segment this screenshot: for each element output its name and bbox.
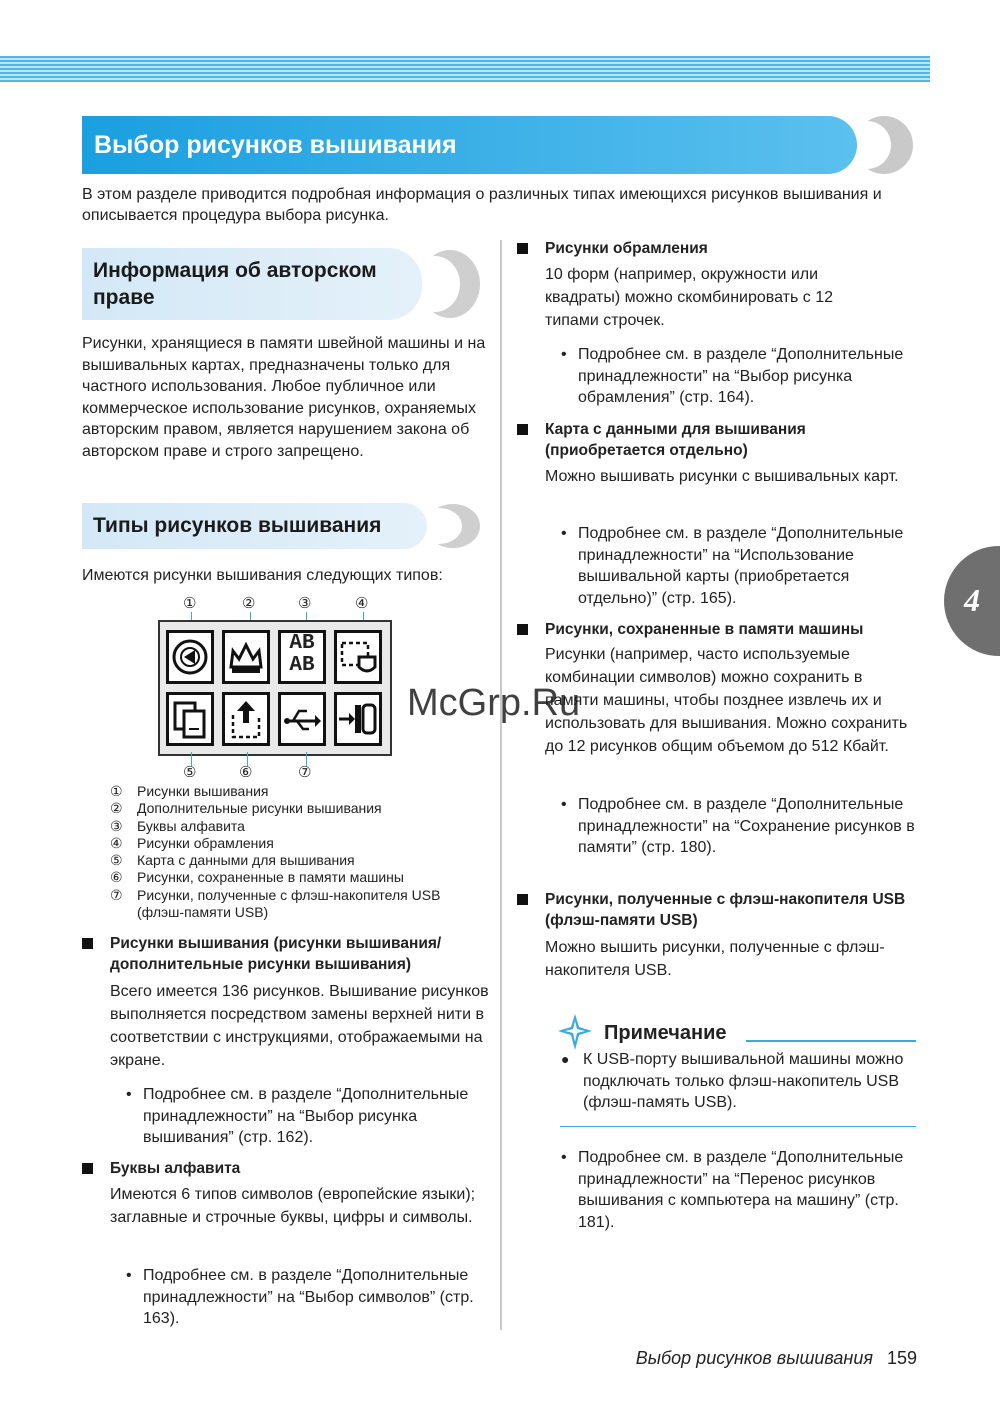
note-item xyxy=(561,1049,911,1114)
bullet-dot: • xyxy=(561,1149,567,1166)
top-stripe-bar xyxy=(0,56,930,82)
left-heading-1 xyxy=(82,933,492,975)
legend-item xyxy=(110,887,487,922)
frame-pattern-icon xyxy=(334,630,382,684)
right-bullet-3-text: Подробнее см. в разделе “Дополнительные принадлежности” на “Сохранение рисунков в памяти” (стр. 180). xyxy=(578,796,915,856)
page-number: 159 xyxy=(886,1348,917,1368)
copyright-heading-line2: праве xyxy=(93,286,155,309)
left-heading-2 xyxy=(82,1158,492,1179)
bullet-dot: • xyxy=(126,1086,132,1103)
legend-text: Рисунки вышивания xyxy=(137,783,269,799)
legend-text: Карта с данными для вышивания xyxy=(137,852,355,869)
callout-3: ③ xyxy=(298,595,312,612)
legend-text: Дополнительные рисунки вышивания xyxy=(137,800,382,817)
left-heading-2-text: Буквы алфавита xyxy=(110,1160,241,1177)
chapter-tab xyxy=(944,546,1000,656)
bullet-dot: • xyxy=(126,1267,132,1284)
note-title-rule xyxy=(746,1040,916,1042)
computer-transfer-icon xyxy=(334,692,382,746)
watermark-text: McGrp.Ru xyxy=(407,682,581,724)
callout-7: ⑦ xyxy=(298,764,312,781)
right-heading-3-text: Рисунки, сохраненные в памяти машины xyxy=(545,621,864,638)
intro-text: В этом разделе приводится подробная информация о различных типах имеющихся рисунков вышивания и описывается процедура выбора рисунка. xyxy=(82,186,882,224)
alphabet-icon-line2: AB xyxy=(289,654,315,677)
note-bullet-dot: ● xyxy=(561,1051,570,1067)
left-bullet-2-text: Подробнее см. в разделе “Дополнительные принадлежности” на “Выбор символов” (стр. 163). xyxy=(143,1267,474,1327)
right-bullet-4-text: Подробнее см. в разделе “Дополнительные принадлежности” на “Перенос рисунков вышивания с компьютера на машину” (стр. 181). xyxy=(578,1149,904,1231)
types-intro: Имеются рисунки вышивания следующих типов: xyxy=(82,567,443,584)
legend-item xyxy=(110,835,487,852)
note-sparkle-icon xyxy=(556,1012,594,1052)
callout-1: ① xyxy=(183,595,197,612)
page-footer xyxy=(636,1348,917,1369)
column-divider xyxy=(500,240,502,1330)
right-para-4: Можно вышить рисунки, полученные с флэш-накопителя USB. xyxy=(545,939,885,979)
footer-title: Выбор рисунков вышивания xyxy=(635,1348,873,1368)
right-para-3: Рисунки (например, часто используемые комбинации символов) можно сохранить в памяти машины, чтобы позднее извлечь их и использовать для вышивания. Можно сохранить до 12 рисунков общим объемом до 512 Кбайт. xyxy=(545,646,908,755)
right-bullet-1 xyxy=(561,344,916,409)
right-heading-4-text: Рисунки, полученные с флэш-накопителя USB (флэш-памяти USB) xyxy=(545,891,906,929)
legend-number: ⑤ xyxy=(110,852,123,869)
right-bullet-3 xyxy=(561,794,916,859)
callout-6: ⑥ xyxy=(239,764,253,781)
bullet-dot: • xyxy=(561,796,567,813)
alphabet-icon xyxy=(278,630,326,684)
embroidery-type-panel xyxy=(158,620,392,756)
square-bullet-icon xyxy=(82,1163,93,1174)
embroidery-pattern-icon xyxy=(166,630,214,684)
bullet-dot: • xyxy=(561,525,567,542)
legend-number: ④ xyxy=(110,834,123,851)
legend-text: Рисунки, сохраненные в памяти машины xyxy=(137,869,404,886)
right-heading-4 xyxy=(517,889,917,931)
callout-4: ④ xyxy=(355,595,369,612)
note-title: Примечание xyxy=(604,1022,727,1044)
legend-number: ③ xyxy=(110,817,123,834)
callout-5: ⑤ xyxy=(183,764,197,781)
square-bullet-icon xyxy=(517,894,528,905)
left-heading-1-text: Рисунки вышивания (рисунки вышивания/ дополнительные рисунки вышивания) xyxy=(110,935,442,973)
legend-number: ① xyxy=(110,783,123,799)
right-para-2: Можно вышивать рисунки с вышивальных карт. xyxy=(545,468,899,485)
types-legend xyxy=(110,783,487,921)
embroidery-card-icon xyxy=(166,692,214,746)
alphabet-icon-line1: AB xyxy=(289,632,315,655)
copyright-heading-banner xyxy=(82,248,422,320)
legend-number: ② xyxy=(110,800,123,817)
note-text: К USB-порту вышивальной машины можно подключать только флэш-накопитель USB (флэш-память USB). xyxy=(583,1051,904,1111)
note-bottom-rule xyxy=(560,1126,916,1127)
right-heading-1-text: Рисунки обрамления xyxy=(545,240,708,257)
usb-icon xyxy=(278,692,326,746)
copyright-text: Рисунки, хранящиеся в памяти швейной машины и на вышивальных картах, предназначены только для частного использования. Любое публичное или коммерческое использование рисунков, охраняемых авторским правом, является нарушением закона об авторском праве и строго запрещено. xyxy=(82,335,486,460)
copyright-heading xyxy=(82,248,422,311)
legend-number: ⑦ xyxy=(110,886,123,903)
right-bullet-1-text: Подробнее см. в разделе “Дополнительные принадлежности” на “Выбор рисунка обрамления” (стр. 164). xyxy=(578,346,904,406)
right-heading-1 xyxy=(517,238,917,259)
right-bullet-2 xyxy=(561,523,916,609)
types-heading: Типы рисунков вышивания xyxy=(93,514,382,537)
left-bullet-1-text: Подробнее см. в разделе “Дополнительные принадлежности” на “Выбор рисунка вышивания” (стр. 162). xyxy=(143,1086,469,1146)
bullet-dot: • xyxy=(561,346,567,363)
legend-number: ⑥ xyxy=(110,869,123,886)
right-heading-3 xyxy=(517,619,917,640)
legend-text: Рисунки, полученные с флэш-накопителя USB (флэш-памяти USB) xyxy=(137,886,441,921)
chapter-number: 4 xyxy=(964,582,980,618)
square-bullet-icon xyxy=(517,624,528,635)
square-bullet-icon xyxy=(82,938,93,949)
legend-item xyxy=(110,869,487,886)
machine-memory-icon xyxy=(222,692,270,746)
title-banner xyxy=(82,116,857,174)
crown-pattern-icon xyxy=(222,630,270,684)
legend-text: Буквы алфавита xyxy=(137,817,245,834)
legend-text: Рисунки обрамления xyxy=(137,834,274,851)
left-para-2: Имеются 6 типов символов (европейские языки); заглавные и строчные буквы, цифры и символы. xyxy=(110,1186,476,1226)
callout-2: ② xyxy=(242,595,256,612)
square-bullet-icon xyxy=(517,424,528,435)
right-bullet-2-text: Подробнее см. в разделе “Дополнительные принадлежности” на “Использование вышивальной карты (приобретается отдельно)” (стр. 165). xyxy=(578,525,904,607)
left-bullet-1 xyxy=(126,1084,486,1149)
legend-item xyxy=(110,800,487,817)
right-bullet-4 xyxy=(561,1147,916,1233)
legend-item xyxy=(110,852,487,869)
legend-item xyxy=(110,783,487,800)
right-para-1: 10 форм (например, окружности или квадраты) можно скомбинировать с 12 типами строчек. xyxy=(545,266,833,329)
legend-item xyxy=(110,818,487,835)
copyright-heading-line1: Информация об авторском xyxy=(93,259,377,282)
left-para-1: Всего имеется 136 рисунков. Вышивание рисунков выполняется посредством замены верхней нити в соответствии с инструкциями, отображаемыми на экране. xyxy=(110,983,489,1069)
right-heading-2 xyxy=(517,419,917,461)
right-heading-2-text: Карта с данными для вышивания (приобретается отдельно) xyxy=(545,421,806,459)
square-bullet-icon xyxy=(517,243,528,254)
page-title: Выбор рисунков вышивания xyxy=(94,131,457,159)
types-heading-banner xyxy=(82,503,427,549)
left-bullet-2 xyxy=(126,1265,486,1330)
